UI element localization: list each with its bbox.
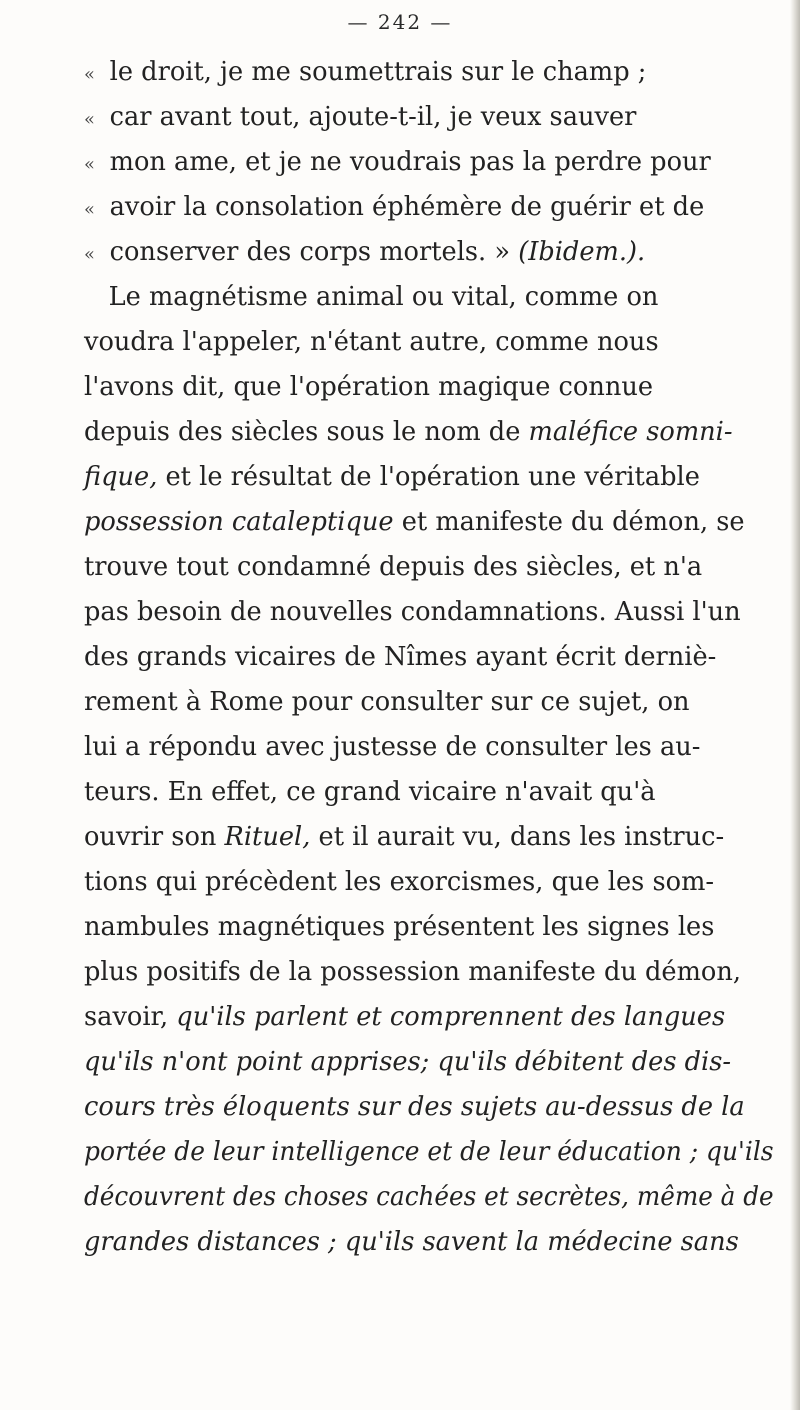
- line-text: des grands vicaires de Nîmes ayant écrit derniè-: [84, 642, 717, 672]
- line-text: avoir la consolation éphémère de guérir et de: [109, 192, 705, 222]
- text-line: [84, 1130, 774, 1175]
- line-text: savoir,: [84, 1002, 169, 1032]
- quote-mark: «: [84, 244, 95, 265]
- text-line: [84, 140, 774, 185]
- quote-mark: «: [84, 154, 95, 175]
- line-text: rement à Rome pour consulter sur ce sujet, on: [84, 687, 690, 717]
- text-line: [84, 50, 774, 95]
- line-text: l'avons dit, que l'opération magique connue: [84, 372, 654, 402]
- text-line: [84, 455, 774, 500]
- line-text: cours très éloquents sur des sujets au-dessus de la: [84, 1092, 745, 1122]
- italic-term: fique,: [84, 462, 158, 492]
- line-text: pas besoin de nouvelles condamnations. Aussi l'un: [84, 597, 741, 627]
- line-text: teurs. En effet, ce grand vicaire n'avait qu'à: [84, 777, 656, 807]
- text-line: [84, 500, 774, 545]
- line-text: ouvrir son: [84, 822, 217, 852]
- line-text: lui a répondu avec justesse de consulter les au-: [84, 732, 701, 762]
- text-line: [84, 230, 774, 275]
- text-line: [84, 1220, 774, 1265]
- line-text: découvrent des choses cachées et secrètes, même à de: [84, 1182, 774, 1212]
- text-line: [84, 1085, 774, 1130]
- line-text: et manifeste du démon, se: [393, 507, 745, 537]
- text-line: [84, 275, 774, 320]
- page-edge-shadow: [790, 0, 800, 1410]
- text-line: [84, 185, 774, 230]
- text-line: [84, 815, 774, 860]
- text-line: [84, 725, 774, 770]
- text-line: [84, 860, 774, 905]
- line-text: trouve tout condamné depuis des siècles, et n'a: [84, 552, 703, 582]
- text-line: [84, 1175, 774, 1220]
- line-text: tions qui précèdent les exorcismes, que les som-: [84, 867, 715, 897]
- line-text: qu'ils n'ont point apprises; qu'ils débitent des dis-: [84, 1047, 732, 1077]
- text-line: [84, 905, 774, 950]
- quote-mark: «: [84, 199, 95, 220]
- line-text: car avant tout, ajoute-t-il, je veux sauver: [109, 102, 637, 132]
- line-text: plus positifs de la possession manifeste du démon,: [84, 957, 742, 987]
- text-line: [84, 320, 774, 365]
- text-line: [84, 1040, 774, 1085]
- text-line: [84, 770, 774, 815]
- italic-term: maléfice somni-: [520, 417, 733, 447]
- quote-mark: «: [84, 109, 95, 130]
- body-text: [84, 50, 784, 1265]
- text-line: [84, 95, 774, 140]
- line-text: conserver des corps mortels. »: [109, 237, 511, 267]
- line-text: mon ame, et je ne voudrais pas la perdre pour: [109, 147, 711, 177]
- italic-term: possession cataleptique: [84, 507, 394, 537]
- text-line: [84, 590, 774, 635]
- line-text: le droit, je me soumettrais sur le champ ;: [109, 57, 647, 87]
- text-line: [84, 545, 774, 590]
- line-text: depuis des siècles sous le nom de: [84, 417, 521, 447]
- line-text: Le magnétisme animal ou vital, comme on: [108, 282, 659, 312]
- italic-passage: qu'ils parlent et comprennent des langues: [168, 1002, 726, 1032]
- text-line: [84, 410, 774, 455]
- line-text: portée de leur intelligence et de leur éducation ; qu'ils: [84, 1137, 774, 1167]
- text-line: [84, 950, 774, 995]
- text-line: [84, 635, 774, 680]
- page-number: — 242 —: [347, 10, 453, 34]
- citation-ibidem: (Ibidem.).: [510, 237, 646, 267]
- line-text: et il aurait vu, dans les instruc-: [310, 822, 725, 852]
- italic-term: Rituel,: [216, 822, 311, 852]
- line-text: grandes distances ; qu'ils savent la médecine sans: [84, 1227, 739, 1257]
- text-line: [84, 680, 774, 725]
- text-line: [84, 365, 774, 410]
- line-text: et le résultat de l'opération une véritable: [157, 462, 700, 492]
- text-line: [84, 995, 774, 1040]
- line-text: nambules magnétiques présentent les signes les: [84, 912, 715, 942]
- quote-mark: «: [84, 64, 95, 85]
- line-text: voudra l'appeler, n'étant autre, comme nous: [84, 327, 659, 357]
